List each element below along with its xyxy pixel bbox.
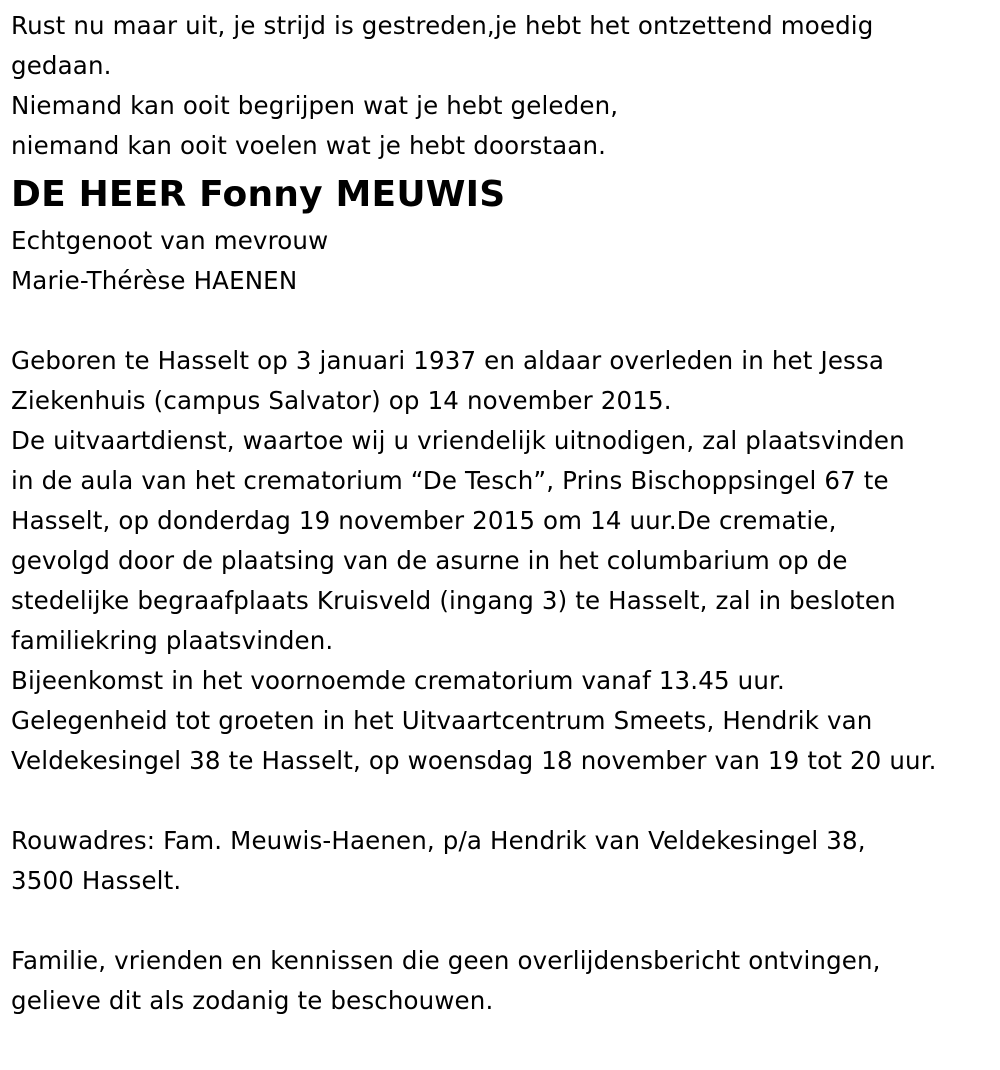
details-line-5: Hasselt, op donderdag 19 november 2015 om 14 uur.De crematie, (11, 506, 837, 535)
notice-line-1: Familie, vrienden en kennissen die geen overlijdensbericht ontvingen, (11, 946, 881, 975)
details-line-6: gevolgd door de plaatsing van de asurne in het columbarium op de (11, 546, 848, 575)
poem-line-1: Rust nu maar uit, je strijd is gestreden,je hebt het ontzettend moedig (11, 11, 874, 40)
details-section (11, 341, 996, 781)
poem-line-4: niemand kan ooit voelen wat je hebt doorstaan. (11, 131, 607, 160)
details-line-11: Veldekesingel 38 te Hasselt, op woensdag 18 november van 19 tot 20 uur. (11, 746, 937, 775)
obituary-notice (11, 6, 996, 1021)
details-line-10: Gelegenheid tot groeten in het Uitvaartcentrum Smeets, Hendrik van (11, 706, 873, 735)
details-line-3: De uitvaartdienst, waartoe wij u vriendelijk uitnodigen, zal plaatsvinden (11, 426, 905, 455)
spacer (11, 901, 996, 941)
details-line-9: Bijeenkomst in het voornoemde crematorium vanaf 13.45 uur. (11, 666, 785, 695)
details-line-1: Geboren te Hasselt op 3 januari 1937 en aldaar overleden in het Jessa (11, 346, 885, 375)
poem-section (11, 6, 996, 166)
address-line-1: Rouwadres: Fam. Meuwis-Haenen, p/a Hendrik van Veldekesingel 38, (11, 826, 866, 855)
spouse-line-1: Echtgenoot van mevrouw (11, 226, 329, 255)
deceased-name: DE HEER Fonny MEUWIS (11, 174, 506, 215)
poem-line-3: Niemand kan ooit begrijpen wat je hebt geleden, (11, 91, 619, 120)
deceased-section (11, 171, 996, 301)
details-line-2: Ziekenhuis (campus Salvator) op 14 november 2015. (11, 386, 672, 415)
spouse-line-2: Marie-Thérèse HAENEN (11, 266, 298, 295)
details-line-8: familiekring plaatsvinden. (11, 626, 334, 655)
notice-section (11, 941, 996, 1021)
poem-line-2: gedaan. (11, 51, 112, 80)
details-line-7: stedelijke begraafplaats Kruisveld (ingang 3) te Hasselt, zal in besloten (11, 586, 896, 615)
details-line-4: in de aula van het crematorium “De Tesch”, Prins Bischoppsingel 67 te (11, 466, 889, 495)
address-line-2: 3500 Hasselt. (11, 866, 182, 895)
address-section (11, 821, 996, 901)
notice-line-2: gelieve dit als zodanig te beschouwen. (11, 986, 494, 1015)
spacer (11, 781, 996, 821)
spacer (11, 301, 996, 341)
